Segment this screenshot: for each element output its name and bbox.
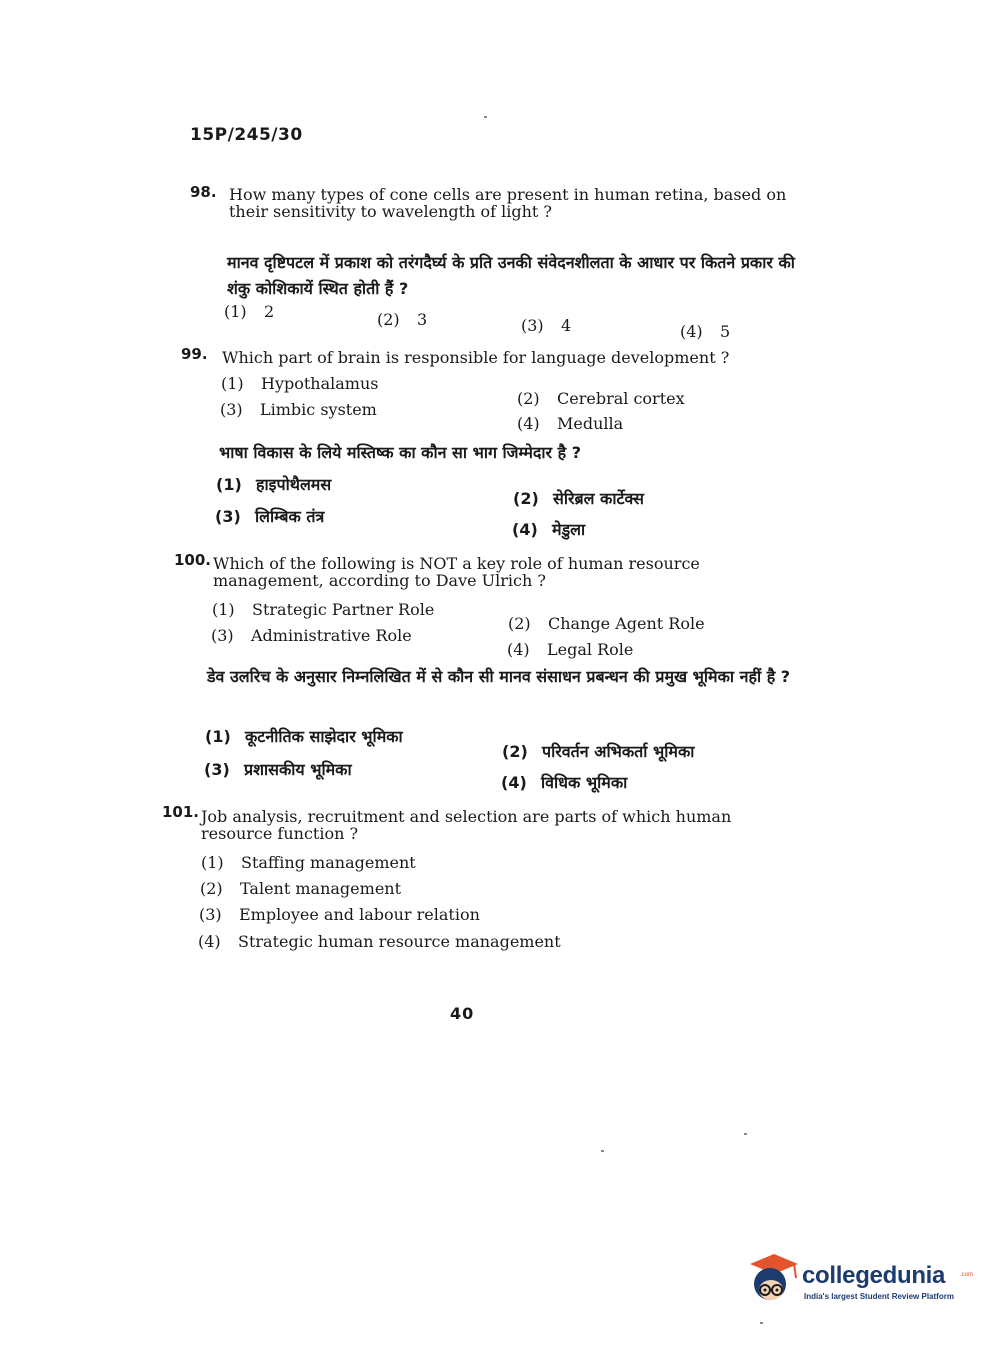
option-en-2: (2) Change Agent Role [508, 614, 705, 633]
question-number: 100. [174, 551, 212, 569]
option-en-3: (3) Employee and labour relation [199, 905, 480, 924]
option-hi-2: (2) सेरिब्रल कार्टेक्स [513, 489, 644, 508]
option-3: (3) 4 [521, 316, 572, 335]
question-text-hindi: भाषा विकास के लिये मस्तिष्क का कौन सा भाग जिम्मेदार है ? [219, 443, 582, 462]
option-en-2: (2) Cerebral cortex [517, 389, 685, 408]
paper-code: 15P/245/30 [190, 125, 303, 145]
option-hi-4: (4) मेडुला [512, 520, 586, 539]
question-text-english: Which of the following is NOT a key role of human resource management, according to Dave Ulrich ? [213, 554, 700, 590]
question-text-english: How many types of cone cells are present in human retina, based on their sensitivity to wavelength of light ? [229, 185, 787, 221]
option-2: (2) 3 [377, 310, 428, 329]
scan-speck [601, 1150, 604, 1152]
option-1: (1) 2 [224, 302, 275, 321]
option-en-2: (2) Talent management [200, 879, 402, 898]
option-hi-3: (3) प्रशासकीय भूमिका [204, 760, 352, 779]
logo-brand-name: collegedunia [802, 1262, 946, 1289]
option-en-3: (3) Administrative Role [211, 626, 412, 645]
option-en-3: (3) Limbic system [220, 400, 377, 419]
scan-speck [744, 1133, 747, 1135]
question-text-hindi: मानव दृष्टिपटल में प्रकाश को तरंगदैर्घ्य के प्रति उनकी संवेदनशीलता के आधार पर कितने प्रकार की शंकु कोशिकायें स्थित होती हैं ? [227, 253, 795, 298]
option-en-1: (1) Hypothalamus [221, 374, 379, 393]
option-hi-1: (1) कूटनीतिक साझेदार भूमिका [205, 727, 403, 746]
page-number: 40 [450, 1004, 475, 1023]
logo-domain: .com [960, 1272, 974, 1278]
option-en-1: (1) Staffing management [201, 853, 416, 872]
question-number: 98. [190, 183, 217, 201]
option-4: (4) 5 [680, 322, 731, 341]
option-hi-2: (2) परिवर्तन अभिकर्ता भूमिका [502, 742, 695, 761]
logo-tagline: India's largest Student Review Platform [804, 1292, 954, 1301]
scan-speck [760, 1322, 763, 1324]
option-en-4: (4) Medulla [517, 414, 624, 433]
scan-speck [484, 116, 487, 118]
option-en-4: (4) Strategic human resource management [198, 932, 561, 951]
option-hi-4: (4) विधिक भूमिका [501, 773, 628, 792]
option-hi-3: (3) लिम्बिक तंत्र [215, 507, 325, 526]
option-en-4: (4) Legal Role [507, 640, 634, 659]
collegedunia-logo [744, 1252, 974, 1312]
question-text-hindi: डेव उलरिच के अनुसार निम्नलिखित में से कौन सी मानव संसाधन प्रबन्धन की प्रमुख भूमिका नहीं है ? [207, 667, 791, 686]
question-number: 99. [181, 345, 208, 363]
option-hi-1: (1) हाइपोथैलमस [216, 475, 332, 494]
student-mascot-icon [744, 1252, 800, 1308]
question-number: 101. [162, 803, 200, 821]
question-text-english: Which part of brain is responsible for language development ? [222, 348, 730, 367]
question-text-english: Job analysis, recruitment and selection are parts of which human resource function ? [201, 807, 732, 843]
option-en-1: (1) Strategic Partner Role [212, 600, 435, 619]
